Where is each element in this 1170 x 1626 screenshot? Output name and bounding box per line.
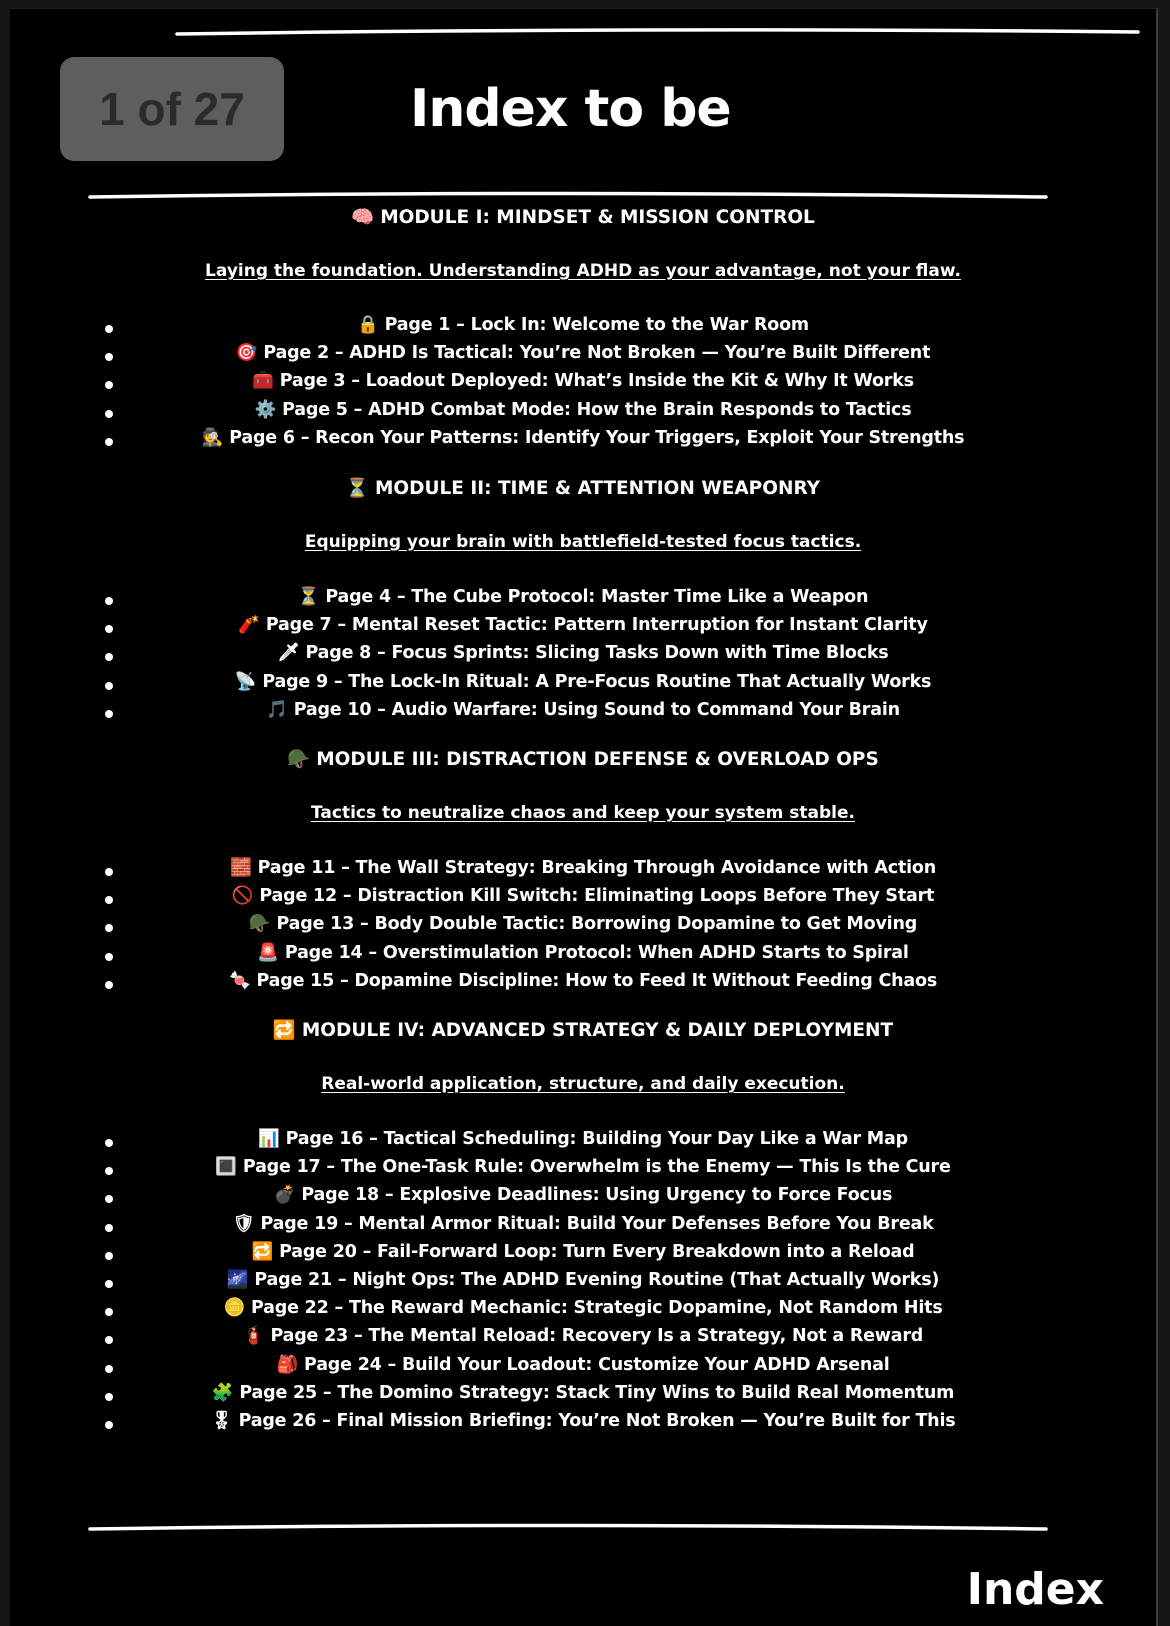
index-entry <box>10 428 1156 448</box>
entry-emoji-icon: ⚙️ <box>254 399 277 420</box>
entry-text: Page 12 – Distraction Kill Switch: Eliminating Loops Before They Start <box>259 886 935 907</box>
index-entry <box>10 1157 1156 1177</box>
index-entry <box>10 1185 1156 1205</box>
index-entry <box>10 700 1156 720</box>
module-heading <box>10 748 1156 770</box>
document-page <box>10 8 1158 1626</box>
module-subtitle: Real-world application, structure, and daily execution. <box>321 1074 845 1094</box>
index-entry <box>10 615 1156 635</box>
index-entry <box>10 371 1156 391</box>
entry-text: Page 26 – Final Mission Briefing: You’re Not Broken — You’re Built for This <box>238 1411 956 1431</box>
index-entry <box>10 943 1156 963</box>
index-entry <box>10 914 1156 934</box>
module-heading-text: MODULE III: DISTRACTION DEFENSE & OVERLOAD OPS <box>316 749 879 770</box>
entry-text: Page 16 – Tactical Scheduling: Building Your Day Like a War Map <box>285 1129 908 1149</box>
entry-emoji-icon: 📡 <box>234 671 257 692</box>
index-entry <box>10 343 1156 363</box>
module-heading <box>10 206 1156 228</box>
entry-emoji-icon: 🍬 <box>228 970 251 991</box>
document-title: Index to be <box>410 79 731 139</box>
index-entry <box>10 587 1156 607</box>
entry-text: Page 24 – Build Your Loadout: Customize Your ADHD Arsenal <box>304 1354 890 1375</box>
entry-emoji-icon: 🛡 <box>232 1213 255 1234</box>
entry-emoji-icon: 🧩 <box>211 1382 234 1403</box>
entry-emoji-icon: 🪖 <box>248 914 271 935</box>
entry-emoji-icon: 🎵 <box>266 699 288 720</box>
entry-emoji-icon: 💣 <box>273 1185 296 1206</box>
entry-text: Page 14 – Overstimulation Protocol: When ADHD Starts to Spiral <box>284 942 909 963</box>
entry-text: Page 18 – Explosive Deadlines: Using Urgency to Force Focus <box>301 1185 893 1206</box>
index-content <box>10 9 1156 1626</box>
entry-text: Page 4 – The Cube Protocol: Master Time Like a Weapon <box>325 587 869 607</box>
entry-text: Page 20 – Fail-Forward Loop: Turn Every Breakdown into a Reload <box>279 1241 915 1262</box>
entry-text: Page 21 – Night Ops: The ADHD Evening Routine (That Actually Works) <box>254 1270 940 1290</box>
index-entry <box>10 1298 1156 1318</box>
index-entry <box>10 400 1156 420</box>
entry-emoji-icon: 🕵 <box>201 427 224 448</box>
index-entry <box>10 1326 1156 1346</box>
entry-emoji-icon: 🎖 <box>210 1411 233 1431</box>
index-entry <box>10 886 1156 906</box>
entry-emoji-icon: 🌌 <box>226 1270 249 1290</box>
entry-emoji-icon: 🔳 <box>215 1157 237 1178</box>
entry-emoji-icon: 🧱 <box>229 858 252 878</box>
module-emoji-icon: 🔁 <box>272 1020 296 1041</box>
module-heading-text: MODULE II: TIME & ATTENTION WEAPONRY <box>374 478 821 499</box>
entry-text: Page 2 – ADHD Is Tactical: You’re Not Broken — You’re Built Different <box>263 343 931 364</box>
entry-text: Page 13 – Body Double Tactic: Borrowing Dopamine to Get Moving <box>276 914 918 935</box>
module-emoji-icon: ⏳ <box>345 478 369 499</box>
entry-text: Page 19 – Mental Armor Ritual: Build Your Defenses Before You Break <box>260 1213 934 1234</box>
module-emoji-icon: 🪖 <box>287 749 311 770</box>
module-heading-text: MODULE I: MINDSET & MISSION CONTROL <box>380 207 815 228</box>
entry-emoji-icon: 🔁 <box>251 1241 274 1262</box>
entry-emoji-icon: 🚨 <box>257 942 279 963</box>
index-entry <box>10 1242 1156 1262</box>
entry-emoji-icon: 📊 <box>258 1129 280 1149</box>
module-subtitle: Equipping your brain with battlefield-tested focus tactics. <box>304 532 862 552</box>
index-entry <box>10 1411 1156 1431</box>
entry-text: Page 8 – Focus Sprints: Slicing Tasks Down with Time Blocks <box>305 643 889 664</box>
page-counter-badge: 1 of 27 <box>60 57 284 161</box>
index-entry <box>10 1355 1156 1375</box>
index-entry <box>10 315 1156 335</box>
entry-text: Page 10 – Audio Warfare: Using Sound to Command Your Brain <box>293 699 900 720</box>
entry-emoji-icon: 🎒 <box>276 1354 299 1375</box>
module-subtitle: Tactics to neutralize chaos and keep your system stable. <box>311 803 855 823</box>
index-entry <box>10 672 1156 692</box>
index-entry <box>10 1270 1156 1290</box>
module-heading <box>10 477 1156 499</box>
module-subtitle: Laying the foundation. Understanding ADHD as your advantage, not your flaw. <box>205 261 961 281</box>
module-emoji-icon: 🧠 <box>351 207 375 228</box>
entry-emoji-icon: ⏳ <box>297 587 320 607</box>
entry-emoji-icon: 🧰 <box>252 371 274 392</box>
index-entry <box>10 643 1156 663</box>
footer-index-label: Index <box>966 1564 1104 1615</box>
index-entry <box>10 1383 1156 1403</box>
entry-emoji-icon: 🔒 <box>357 315 379 335</box>
module-heading-text: MODULE IV: ADVANCED STRATEGY & DAILY DEPLOYMENT <box>301 1020 894 1041</box>
entry-text: Page 5 – ADHD Combat Mode: How the Brain Responds to Tactics <box>282 399 912 420</box>
index-entry <box>10 1129 1156 1149</box>
entry-emoji-icon: 🎯 <box>235 343 258 364</box>
entry-emoji-icon: 🗡 <box>277 643 300 664</box>
module-heading <box>10 1019 1156 1041</box>
entry-text: Page 9 – The Lock-In Ritual: A Pre-Focus Routine That Actually Works <box>262 671 932 692</box>
entry-text: Page 17 – The One-Task Rule: Overwhelm is the Enemy — This Is the Cure <box>242 1157 951 1178</box>
index-entry <box>10 858 1156 878</box>
entry-text: Page 15 – Dopamine Discipline: How to Feed It Without Feeding Chaos <box>256 970 938 991</box>
entry-text: Page 11 – The Wall Strategy: Breaking Through Avoidance with Action <box>257 858 936 878</box>
entry-emoji-icon: 🚫 <box>231 886 254 907</box>
entry-emoji-icon: 🧨 <box>238 615 260 636</box>
entry-emoji-icon: 🧯 <box>242 1326 265 1347</box>
index-entry <box>10 1214 1156 1234</box>
entry-text: Page 6 – Recon Your Patterns: Identify Your Triggers, Exploit Your Strengths <box>229 427 965 448</box>
entry-text: Page 7 – Mental Reset Tactic: Pattern Interruption for Instant Clarity <box>265 615 928 636</box>
entry-text: Page 25 – The Domino Strategy: Stack Tiny Wins to Build Real Momentum <box>239 1382 955 1403</box>
index-entry <box>10 971 1156 991</box>
entry-emoji-icon: 🪙 <box>223 1298 246 1319</box>
entry-text: Page 22 – The Reward Mechanic: Strategic Dopamine, Not Random Hits <box>251 1298 943 1319</box>
entry-text: Page 1 – Lock In: Welcome to the War Room <box>384 315 809 335</box>
entry-text: Page 3 – Loadout Deployed: What’s Inside the Kit & Why It Works <box>279 371 914 392</box>
entry-text: Page 23 – The Mental Reload: Recovery Is a Strategy, Not a Reward <box>270 1326 924 1347</box>
